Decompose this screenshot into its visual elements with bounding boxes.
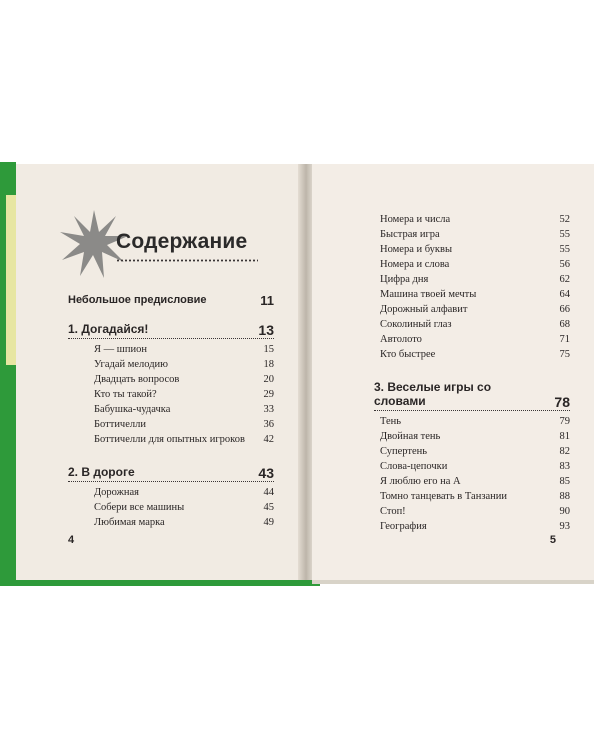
page-title: Содержание (116, 230, 248, 253)
toc-right (374, 212, 570, 534)
toc-entry (68, 387, 274, 402)
entry-label: Бабушка-чудачка (94, 404, 171, 415)
section-page: 13 (258, 322, 274, 338)
section-heading (68, 322, 274, 339)
entry-page: 18 (263, 359, 274, 370)
toc-entry (68, 515, 274, 530)
entry-label: Любимая марка (94, 517, 165, 528)
preface-page: 11 (260, 293, 274, 308)
entry-page: 56 (559, 259, 570, 270)
entry-label: Я — шпион (94, 344, 147, 355)
toc-entry (68, 417, 274, 432)
book-spread (16, 164, 594, 580)
entry-page: 85 (559, 476, 570, 487)
entry-page: 82 (559, 446, 570, 457)
entry-label: Двойная тень (380, 431, 441, 442)
section-title: 2. В дороге (68, 465, 135, 479)
entry-label: География (380, 521, 427, 532)
entry-label: Угадай мелодию (94, 359, 169, 370)
entry-label: Слова-цепочки (380, 461, 448, 472)
entry-label: Боттичелли для опытных игроков (94, 434, 245, 445)
entry-label: Стоп! (380, 506, 406, 517)
entry-page: 93 (559, 521, 570, 532)
toc-entry (374, 347, 570, 362)
entry-label: Я люблю его на А (380, 476, 461, 487)
entry-page: 52 (559, 214, 570, 225)
toc-entry (374, 332, 570, 347)
entry-label: Соколиный глаз (380, 319, 452, 330)
entry-label: Кто быстрее (380, 349, 436, 360)
entry-label: Двадцать вопросов (94, 374, 180, 385)
entry-label: Томно танцевать в Танзании (380, 491, 507, 502)
toc-entry (68, 372, 274, 387)
section-page: 43 (258, 465, 274, 481)
toc-entry (68, 432, 274, 447)
entry-label: Супертень (380, 446, 428, 457)
section-heading (68, 465, 274, 482)
entry-page: 81 (559, 431, 570, 442)
entry-page: 62 (559, 274, 570, 285)
entry-page: 68 (559, 319, 570, 330)
toc-entry (374, 489, 570, 504)
entry-page: 44 (263, 487, 274, 498)
section-page: 78 (554, 394, 570, 410)
entry-page: 55 (559, 244, 570, 255)
entry-page: 90 (559, 506, 570, 517)
toc-entry (68, 357, 274, 372)
entry-label: Кто ты такой? (94, 389, 157, 400)
entry-label: Цифра дня (380, 274, 429, 285)
section-title: 1. Догадайся! (68, 322, 149, 336)
entry-page: 83 (559, 461, 570, 472)
toc-entry (68, 402, 274, 417)
entry-label: Тень (380, 416, 402, 427)
toc-left (68, 322, 274, 530)
entry-label: Автолото (380, 334, 422, 345)
entry-page: 49 (263, 517, 274, 528)
toc-entry (374, 504, 570, 519)
entry-page: 75 (559, 349, 570, 360)
toc-entry (68, 500, 274, 515)
entry-page: 71 (559, 334, 570, 345)
page-number-right: 5 (549, 534, 556, 546)
entry-page: 64 (559, 289, 570, 300)
toc-entry (374, 227, 570, 242)
page-number-left: 4 (68, 534, 75, 546)
entry-page: 33 (263, 404, 274, 415)
left-page (16, 164, 302, 580)
preface-label: Небольшое предисловие (68, 294, 207, 306)
toc-entry (374, 302, 570, 317)
right-page (312, 164, 594, 580)
entry-page: 66 (559, 304, 570, 315)
toc-entry (374, 459, 570, 474)
entry-label: Номера и числа (380, 214, 451, 225)
toc-entry (374, 272, 570, 287)
entry-page: 45 (263, 502, 274, 513)
entry-page: 55 (559, 229, 570, 240)
section-title: 3. Веселые игры со словами (374, 380, 492, 408)
entry-label: Номера и буквы (380, 244, 453, 255)
toc-entry (374, 257, 570, 272)
toc-entry (68, 485, 274, 500)
entry-page: 42 (263, 434, 274, 445)
entry-page: 88 (559, 491, 570, 502)
entry-label: Боттичелли (94, 419, 146, 430)
entry-label: Дорожная (94, 487, 140, 498)
cover-strip (6, 195, 16, 365)
toc-entry (374, 519, 570, 534)
entry-label: Номера и слова (380, 259, 450, 270)
title-underline (116, 259, 258, 262)
entry-page: 79 (559, 416, 570, 427)
toc-entry (374, 242, 570, 257)
entry-page: 36 (263, 419, 274, 430)
toc-entry (68, 342, 274, 357)
entry-page: 20 (263, 374, 274, 385)
entry-page: 29 (263, 389, 274, 400)
toc-entry (374, 317, 570, 332)
entry-page: 15 (263, 344, 274, 355)
toc-preface (68, 294, 274, 306)
entry-label: Быстрая игра (380, 229, 440, 240)
entry-label: Машина твоей мечты (380, 289, 477, 300)
toc-entry (374, 212, 570, 227)
toc-entry (374, 429, 570, 444)
entry-label: Собери все машины (94, 502, 185, 513)
section-heading (374, 380, 570, 411)
entry-label: Дорожный алфавит (380, 304, 468, 315)
toc-entry (374, 474, 570, 489)
toc-entry (374, 287, 570, 302)
toc-entry (374, 414, 570, 429)
toc-entry (374, 444, 570, 459)
